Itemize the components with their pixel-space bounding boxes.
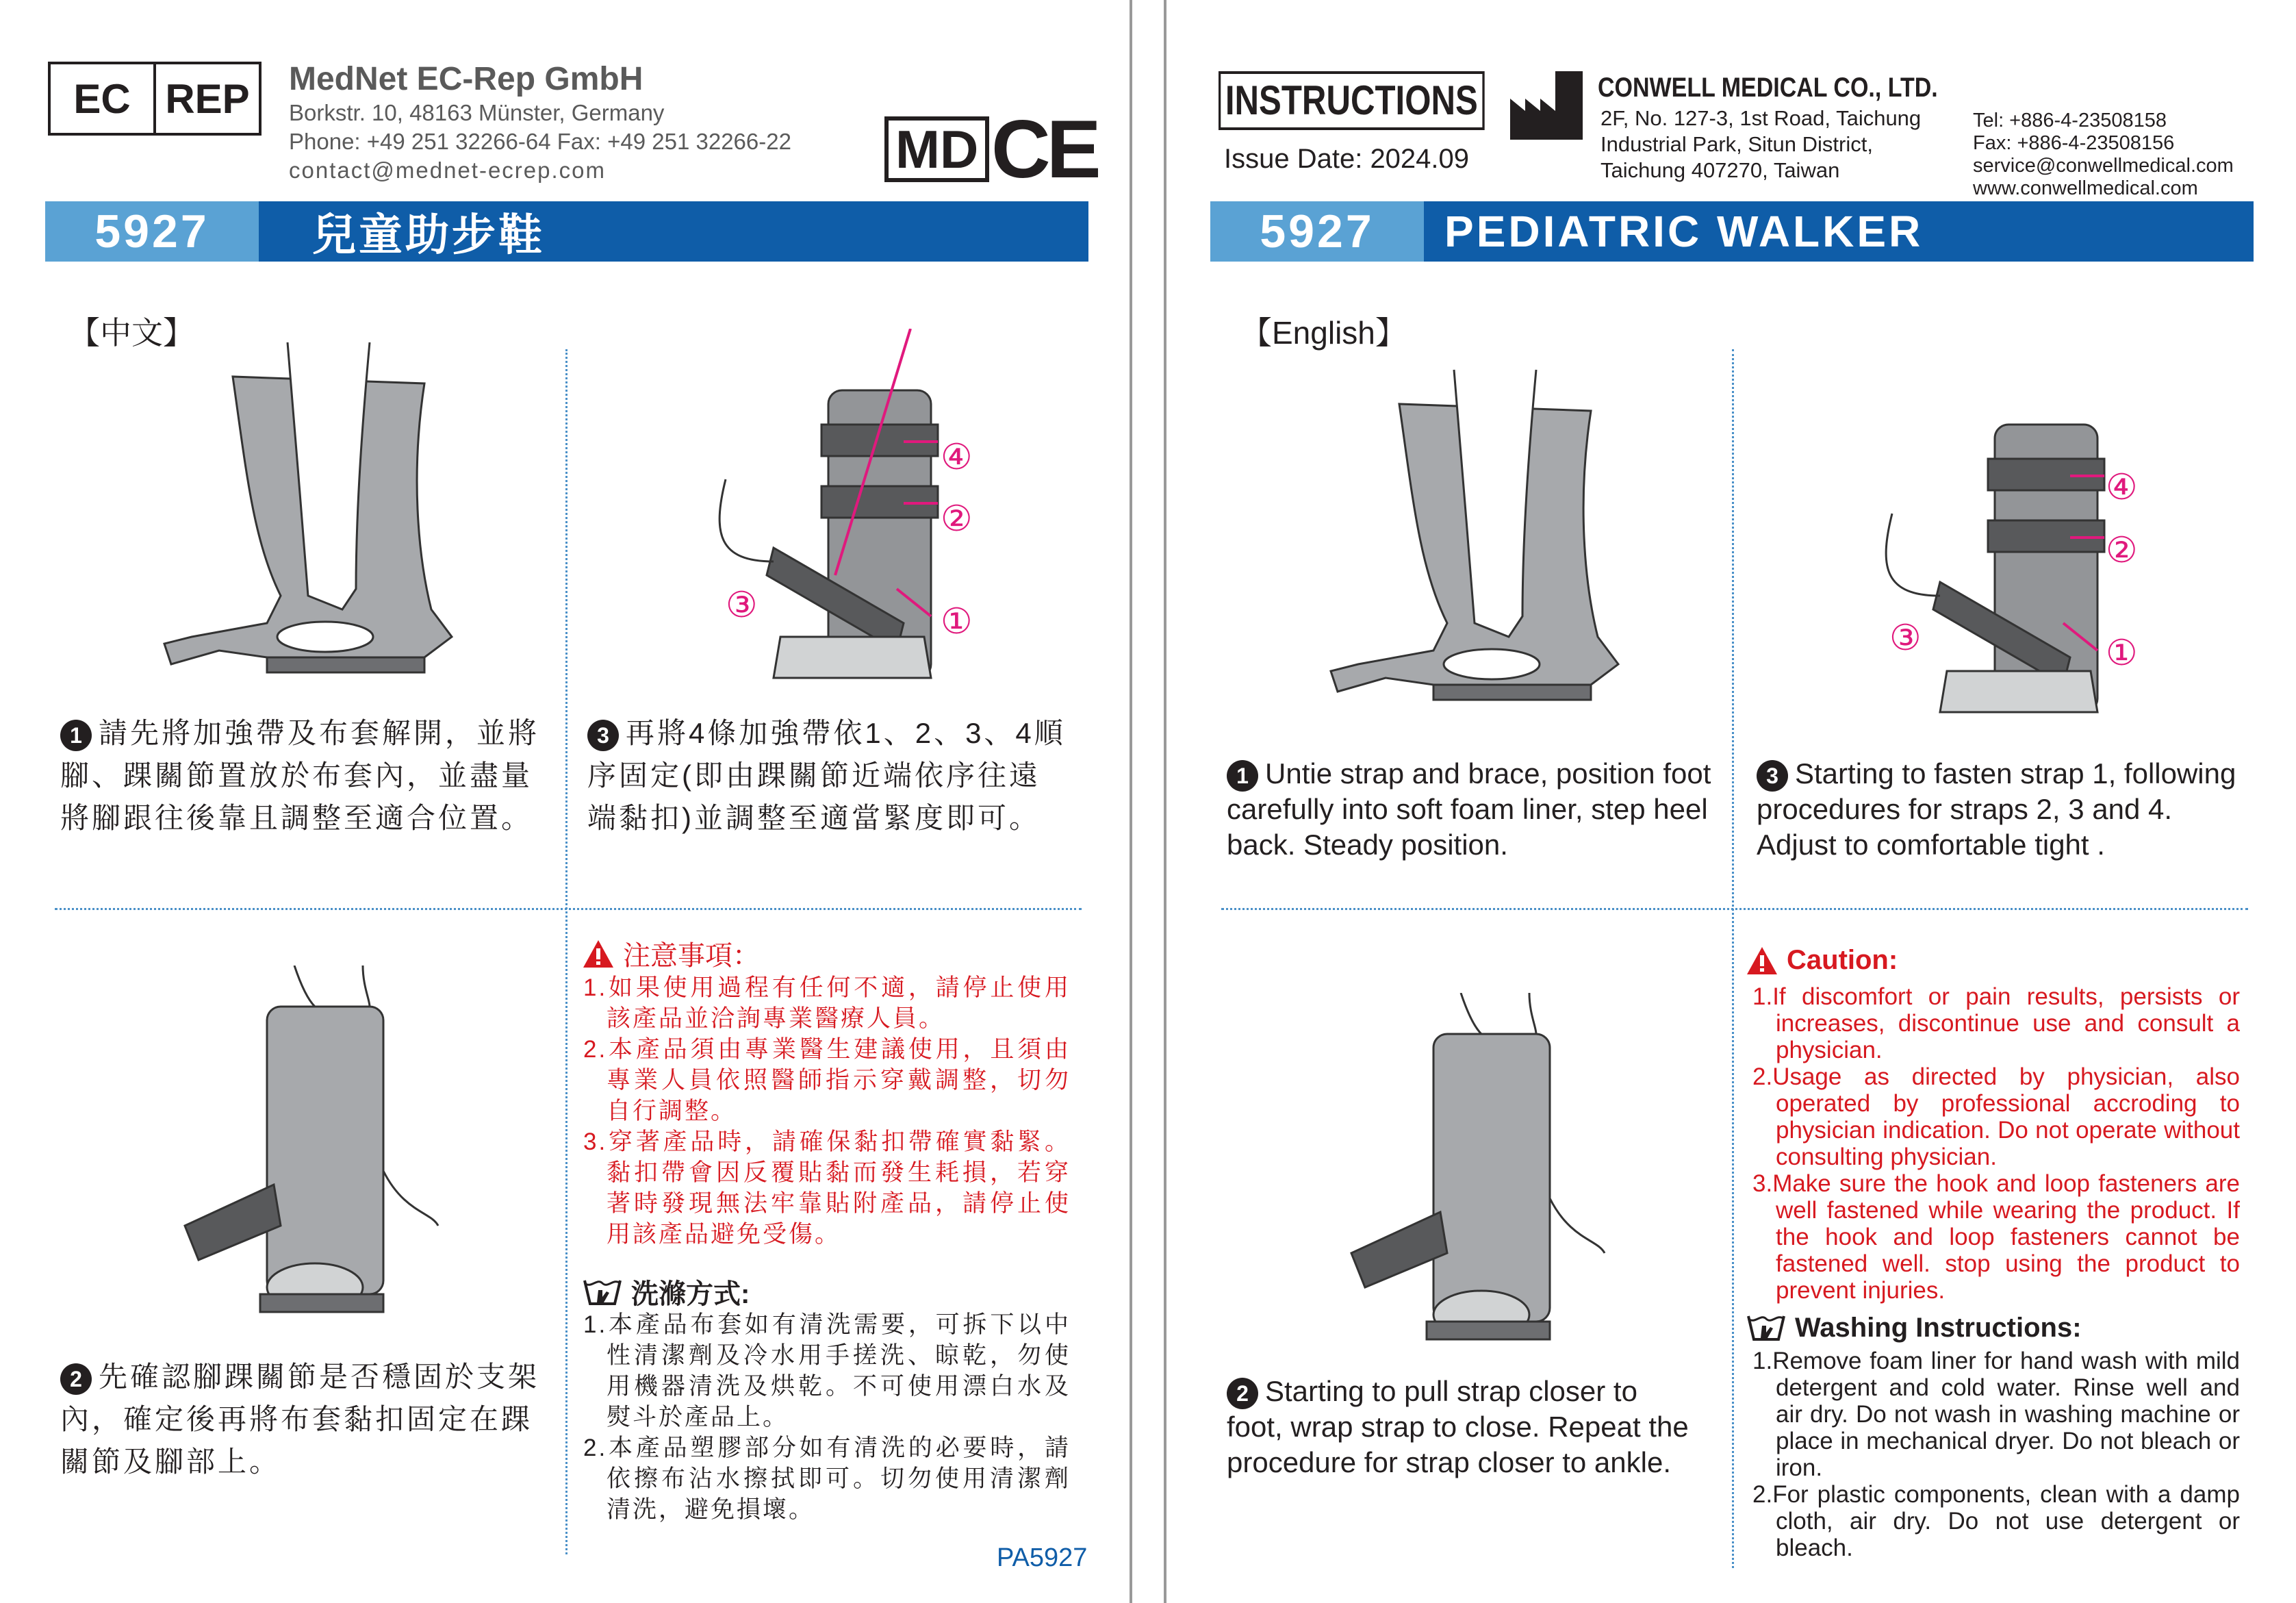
document-code: PA5927 bbox=[997, 1543, 1088, 1572]
strap-label-2: ② bbox=[941, 499, 973, 539]
rep-address: Borkstr. 10, 48163 Münster, Germany bbox=[289, 100, 665, 125]
address-line: Taichung 407270, Taiwan bbox=[1600, 158, 1840, 182]
caution-list bbox=[1752, 983, 2240, 1304]
warning-icon bbox=[582, 939, 615, 969]
step1-body: Untie strap and brace, position foot carefully into soft foam liner, step heel back. Steady position. bbox=[1227, 757, 1711, 861]
address-line: 2F, No. 127-3, 1st Road, Taichung bbox=[1600, 106, 1922, 130]
caution-title: Caution: bbox=[1787, 945, 1898, 975]
step1-text bbox=[60, 712, 546, 840]
caution-item: 1.If discomfort or pain results, persists or increases, discontinue use and consult a physician. bbox=[1752, 983, 2240, 1063]
wash-heading bbox=[1746, 1312, 2082, 1343]
step1-number: 1 bbox=[60, 720, 92, 751]
step3-number: 3 bbox=[1757, 760, 1788, 792]
caution-item: 3.穿著產品時，請確保黏扣帶確實黏緊。黏扣帶會因反覆貼黏而發生耗損，若穿著時發現無法牢靠貼附產品，請停止使用該產品避免受傷。 bbox=[583, 1128, 1071, 1248]
wash-item: 1.Remove foam liner for hand wash with mild detergent and cold water. Rinse well and air dry. Do not wash in washing machine or place in mechanical dryer. Do not bleach or iron. bbox=[1752, 1348, 2240, 1481]
rep-company-name: MedNet EC-Rep GmbH bbox=[289, 61, 643, 97]
wash-list bbox=[583, 1309, 1071, 1525]
rep-phone: Phone: +49 251 32266-64 Fax: +49 251 32266-22 bbox=[289, 129, 791, 154]
strap-label-4: ④ bbox=[2106, 468, 2138, 507]
english-page bbox=[1164, 0, 2296, 1603]
ce-mark: CE bbox=[991, 103, 1097, 195]
step2-number: 2 bbox=[1227, 1378, 1258, 1409]
wash-list bbox=[1752, 1348, 2240, 1561]
ec-rep-symbol bbox=[48, 62, 262, 136]
md-mark: MD bbox=[884, 116, 989, 182]
step3-body: Starting to fasten strap 1, following procedures for straps 2, 3 and 4. Adjust to comfortable tight . bbox=[1757, 757, 2236, 861]
step2-body: 先確認腳踝關節是否穩固於支架內，確定後再將布套黏扣固定在踝關節及腳部上。 bbox=[60, 1361, 540, 1478]
step2-number: 2 bbox=[60, 1363, 92, 1395]
product-number: 5927 bbox=[1210, 201, 1424, 262]
contact-website: www.conwellmedical.com bbox=[1973, 177, 2198, 199]
ec-label: EC bbox=[51, 64, 156, 133]
caution-title: 注意事項： bbox=[623, 941, 760, 971]
wash-item: 1.本產品布套如有清洗需要，可拆下以中性清潔劑及冷水用手搓洗、晾乾，勿使用機器清洗及烘乾。不可使用漂白水及熨斗於產品上。 bbox=[583, 1311, 1071, 1430]
wash-item: 2.For plastic components, clean with a damp cloth, air dry. Do not use detergent or bleach. bbox=[1752, 1481, 2240, 1561]
caution-list bbox=[583, 972, 1071, 1250]
product-title: 兒童助步鞋 bbox=[259, 201, 1088, 262]
contact-tel: Tel: +886-4-23508158 bbox=[1973, 110, 2167, 131]
caution-heading bbox=[1746, 945, 1898, 976]
strap-label-1: ① bbox=[2106, 633, 2138, 673]
manufacturer-address bbox=[1600, 105, 1921, 184]
hand-wash-icon bbox=[582, 1276, 623, 1308]
step1-body: 請先將加強帶及布套解開，並將腳、踝關節置放於布套內，並盡量將腳跟往後靠且調整至適合位置。 bbox=[60, 717, 540, 834]
manufacturer-name: CONWELL MEDICAL CO., LTD. bbox=[1598, 73, 1938, 103]
wash-heading bbox=[582, 1272, 750, 1311]
horizontal-divider bbox=[55, 908, 1082, 910]
step2-illustration bbox=[1324, 993, 1611, 1356]
strap-label-1: ① bbox=[941, 602, 973, 642]
step3-number: 3 bbox=[587, 720, 619, 751]
caution-item: 3.Make sure the hook and loop fasteners are well fastened while wearing the product. If the hook and loop fasteners cannot be fastened well. stop using the product to prevent injuries. bbox=[1752, 1170, 2240, 1304]
chinese-page bbox=[0, 0, 1132, 1603]
wash-title: 洗滌方式: bbox=[631, 1279, 750, 1309]
caution-heading bbox=[582, 934, 760, 973]
step2-illustration bbox=[157, 965, 445, 1328]
step1-number: 1 bbox=[1227, 760, 1258, 792]
step1-text bbox=[1227, 756, 1720, 863]
language-label: 【English】 bbox=[1240, 315, 1407, 351]
product-title: PEDIATRIC WALKER bbox=[1424, 201, 2254, 262]
step3-text bbox=[587, 712, 1067, 840]
step2-text bbox=[1227, 1374, 1692, 1480]
address-line: Industrial Park, Situn District, bbox=[1600, 132, 1873, 156]
caution-item: 2.Usage as directed by physician, also operated by professional accroding to physician indication. Do not operate without consulting physician. bbox=[1752, 1063, 2240, 1170]
issue-date: Issue Date: 2024.09 bbox=[1224, 144, 1470, 174]
instructions-label: INSTRUCTIONS bbox=[1219, 71, 1485, 130]
strap-label-3: ③ bbox=[726, 585, 758, 625]
step3-text bbox=[1757, 756, 2249, 863]
step3-body: 再將4條加強帶依1、2、3、4順序固定(即由踝關節近端依序往遠端黏扣)並調整至適當緊度即可。 bbox=[587, 717, 1066, 834]
rep-email: contact@mednet-ecrep.com bbox=[289, 157, 607, 183]
strap-label-4: ④ bbox=[941, 438, 973, 477]
vertical-divider bbox=[565, 349, 567, 1554]
step1-illustration bbox=[1317, 363, 1728, 719]
language-label: 【中文】 bbox=[68, 315, 194, 351]
manufacturer-icon bbox=[1510, 71, 1585, 140]
hand-wash-icon bbox=[1746, 1312, 1787, 1343]
strap-label-2: ② bbox=[2106, 531, 2138, 570]
product-banner bbox=[1210, 201, 2254, 262]
wash-title: Washing Instructions: bbox=[1795, 1312, 2082, 1343]
product-banner bbox=[45, 201, 1088, 262]
caution-item: 2.本產品須由專業醫生建議使用，且須由專業人員依照醫師指示穿戴調整，切勿自行調整。 bbox=[583, 1036, 1071, 1124]
step2-body: Starting to pull strap closer to foot, wrap strap to close. Repeat the procedure for strap closer to ankle. bbox=[1227, 1375, 1689, 1478]
horizontal-divider bbox=[1221, 908, 2248, 910]
contact-fax: Fax: +886-4-23508156 bbox=[1973, 132, 2175, 154]
product-number: 5927 bbox=[45, 201, 259, 262]
warning-icon bbox=[1746, 946, 1778, 976]
vertical-divider bbox=[1732, 349, 1734, 1568]
step1-illustration bbox=[151, 336, 561, 692]
caution-item: 1.如果使用過程有任何不適，請停止使用該產品並洽詢專業醫療人員。 bbox=[583, 974, 1071, 1032]
rep-label: REP bbox=[165, 75, 250, 122]
manufacturer-contact bbox=[1973, 110, 2234, 200]
step2-text bbox=[60, 1356, 546, 1483]
strap-label-3: ③ bbox=[1889, 618, 1922, 658]
wash-item: 2.本產品塑膠部分如有清洗的必要時，請依擦布沾水擦拭即可。切勿使用清潔劑清洗，避免損壞。 bbox=[583, 1435, 1071, 1523]
contact-email: service@conwellmedical.com bbox=[1973, 155, 2234, 177]
